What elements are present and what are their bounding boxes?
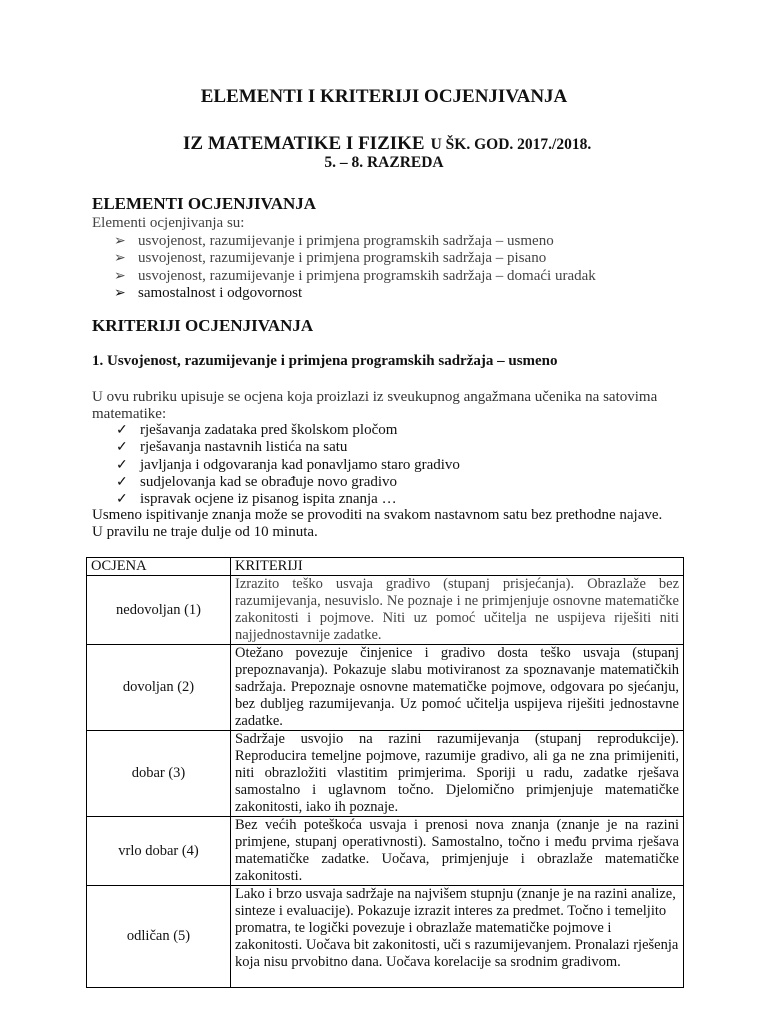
grades-table (86, 557, 684, 988)
oral-exam-note: Usmeno ispitivanje znanja može se provoditi na svakom nastavnom satu bez prethodne najave. U pravilu ne traje dulje od 10 minuta. (92, 507, 663, 540)
check-bullet-icon: ✓ (116, 440, 128, 456)
check-bullet-icon: ✓ (116, 492, 128, 508)
arrow-bullet-icon: ➢ (114, 268, 126, 284)
check-bullet-icon: ✓ (116, 474, 128, 490)
criteria-cell: Izrazito teško usvaja gradivo (stupanj prisjećanja). Obrazlaže bez razumijevanja, nesuvislo. Ne poznaje i ne primjenjuje osnovne matematičke zakonitosti i pojmove. Niti uz pomoć učitelja ne uspijeva riješiti niti najjednostavnije zadatke. (231, 576, 684, 645)
criteria-cell: Lako i brzo usvaja sadržaje na najvišem stupnju (znanje je na razini analize, sinteze i evaluacije). Pokazuje izrazit interes za predmet. Točno i temeljito promatra, te logički povezuje i obrazlaže matematičke pojmove i zakonitosti. Uočava bit zakonitosti, uči s razumijevanjem. Pronalazi rješenja koja nisu prvobitno dana. Uočava korelacije sa srodnim gradivom. (231, 886, 684, 988)
subtitle-school-year: U ŠK. GOD. 2017./2018. (430, 136, 592, 153)
list-item: ✓ rješavanja zadataka pred školskom pločom (116, 422, 398, 438)
table-row (87, 731, 684, 817)
criteria-cell: Bez većih poteškoća usvaja i prenosi nova znanja (znanje je na razini primjene, stupanj operativnosti). Samostalno, točno i među prvima rješava matematičke zadatke. Uočava, primjenjuje i obrazlaže matematičke zakonitosti. (231, 817, 684, 886)
document-title: ELEMENTI I KRITERIJI OCJENJIVANJA (200, 86, 568, 107)
elements-list (114, 233, 596, 302)
grade-cell: nedovoljan (1) (87, 576, 231, 645)
arrow-bullet-icon: ➢ (114, 234, 126, 249)
grade-cell: dobar (3) (87, 731, 231, 817)
elements-intro: Elementi ocjenjivanja su: (92, 215, 245, 231)
table-row (87, 576, 684, 645)
grade-cell: vrlo dobar (4) (87, 817, 231, 886)
check-bullet-icon: ✓ (116, 423, 128, 438)
criteria-paragraph: U ovu rubriku upisuje se ocjena koja proizlazi iz sveukupnog angažmana učenika na satovima matematike: (92, 389, 658, 422)
table-row (87, 645, 684, 731)
list-item: ✓ sudjelovanja kad se obrađuje novo gradivo (116, 473, 398, 490)
list-item: ➢ usvojenost, razumijevanje i primjena programskih sadržaja – pisano (114, 250, 547, 267)
criteria-checklist (116, 422, 460, 508)
check-bullet-icon: ✓ (116, 457, 128, 473)
arrow-bullet-icon: ➢ (114, 251, 126, 267)
table-row (87, 886, 684, 988)
grade-cell: dovoljan (2) (87, 645, 231, 731)
list-item: ➢ usvojenost, razumijevanje i primjena programskih sadržaja – domaći uradak (114, 267, 596, 284)
column-header-criteria: KRITERIJI (231, 558, 684, 576)
criteria-cell: Sadržaje usvojio na razini razumijevanja (stupanj reprodukcije). Reproducira temeljne pojmove, razumije gradivo, ali ga ne zna primijeniti, niti obrazložiti vlastitim primjerima. Sporiji u radu, zadatke rješava samostalno i uglavnom točno. Djelomično primjenjuje matematičke zakonitosti, iako ih poznaje. (231, 731, 684, 817)
subtitle-main: IZ MATEMATIKE I FIZIKE (183, 133, 425, 154)
elements-heading: ELEMENTI OCJENJIVANJA (92, 194, 317, 213)
table-row (87, 817, 684, 886)
list-item: ➢ samostalnost i odgovornost (114, 284, 303, 301)
arrow-bullet-icon: ➢ (114, 285, 126, 301)
grade-range: 5. – 8. RAZREDA (324, 154, 444, 171)
list-item: ➢ usvojenost, razumijevanje i primjena programskih sadržaja – usmeno (114, 233, 554, 249)
list-item: ✓ javljanja i odgovaranja kad ponavljamo staro gradivo (116, 456, 460, 473)
criteria-heading: KRITERIJI OCJENJIVANJA (92, 316, 314, 335)
table-header-row (87, 558, 684, 576)
document-subtitle (183, 133, 591, 155)
list-item: ✓ ispravak ocjene iz pisanog ispita znanja … (116, 491, 397, 508)
column-header-grade: OCJENA (87, 558, 231, 576)
grade-cell: odličan (5) (87, 886, 231, 988)
criteria-cell: Otežano povezuje činjenice i gradivo dosta teško usvaja (stupanj prepoznavanja). Pokazuje slabu motiviranost za spoznavanje matematičkih sadržaja. Prepoznaje osnovne matematičke pojmove, odgovara po sjećanju, bez dubljeg razumijevanja. Uz pomoć učitelja uspijeva riješiti jednostavne zadatke. (231, 645, 684, 731)
criteria-subheading: 1. Usvojenost, razumijevanje i primjena programskih sadržaja – usmeno (92, 353, 558, 369)
list-item: ✓ rješavanja nastavnih listića na satu (116, 439, 348, 456)
